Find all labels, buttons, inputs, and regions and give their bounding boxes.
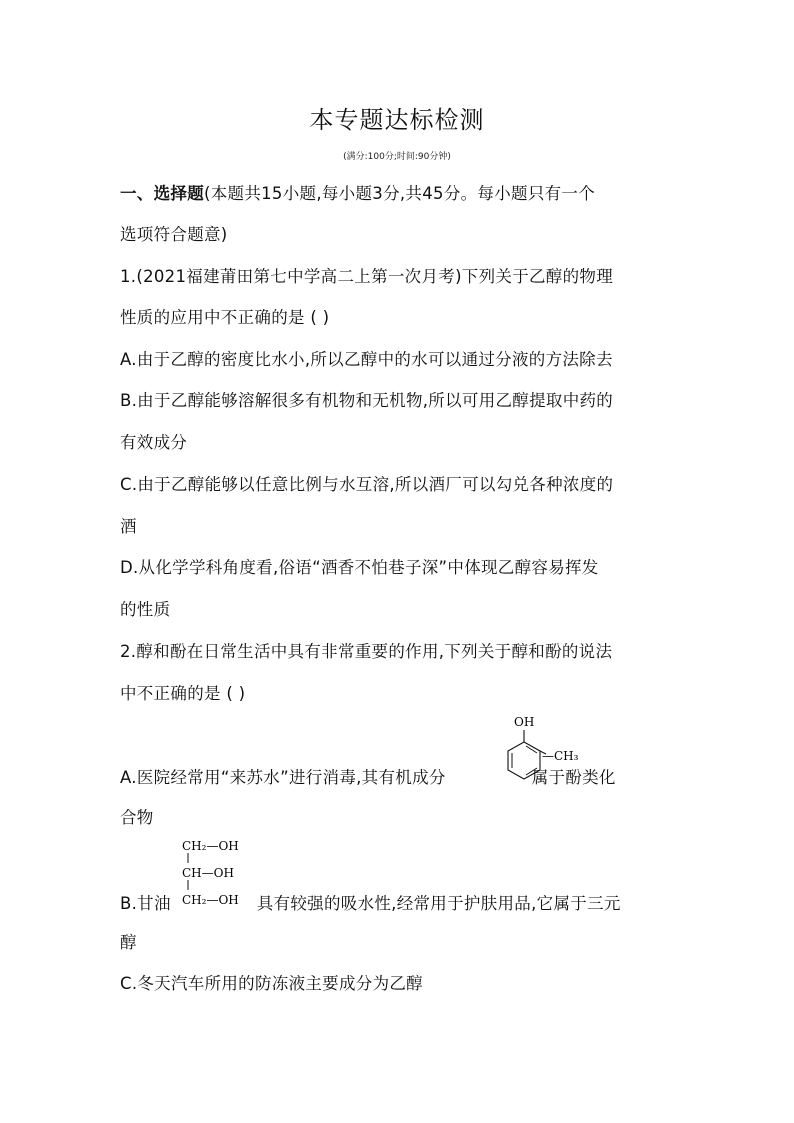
cresol-ch3-label: —CH₃ [542,749,578,763]
q1-option-d-line2: 的性质 [120,600,171,619]
q2-option-b-after: 具有较强的吸水性,经常用于护肤用品,它属于三元 [256,894,621,913]
page-title: 本专题达标检测 [309,106,485,134]
q1-option-c-line2: 酒 [120,517,137,536]
q1-option-a: A.由于乙醇的密度比水小,所以乙醇中的水可以通过分液的方法除去 [120,350,613,369]
q1-option-b-line1: B.由于乙醇能够溶解很多有机物和无机物,所以可用乙醇提取中药的 [120,391,614,410]
q2-stem-line1: 2.醇和酚在日常生活中具有非常重要的作用,下列关于醇和酚的说法 [120,642,613,661]
section-label: 一、选择题 [120,184,204,203]
glycerol-row2: CH—OH [182,866,234,880]
cresol-oh-label: OH [514,715,535,729]
q2-option-b-before: B.甘油 [120,894,171,913]
q2-option-a-before: A.医院经常用“来苏水”进行消毒,其有机成分 [120,768,446,787]
q2-option-b-line1 [120,890,621,914]
q2-option-c: C.冬天汽车所用的防冻液主要成分为乙醇 [120,974,423,993]
q2-option-a-line1 [120,764,616,788]
q1-stem-line2: 性质的应用中不正确的是 ( ) [120,308,330,327]
q2-stem-line2: 中不正确的是 ( ) [120,684,246,703]
glycerol-row1: CH₂—OH [182,839,239,853]
q2-option-b-line2: 醇 [120,933,137,952]
section-intro-line2: 选项符合题意) [120,225,228,244]
glycerol-row3: CH₂—OH [182,893,239,907]
section-intro: (本题共15小题,每小题3分,共45分。每小题只有一个 [204,184,596,203]
q1-option-c-line1: C.由于乙醇能够以任意比例与水互溶,所以酒厂可以勾兑各种浓度的 [120,475,614,494]
q1-stem-line1: 1.(2021福建莆田第七中学高二上第一次月考)下列关于乙醇的物理 [120,267,614,286]
q2-option-a-line2: 合物 [120,808,154,827]
q2-option-a-after: 属于酚类化 [531,768,616,787]
q1-option-d-line1: D.从化学学科角度看,俗语“酒香不怕巷子深”中体现乙醇容易挥发 [120,558,599,577]
page-subtitle: (满分:100分;时间:90分钟) [343,152,451,162]
q1-option-b-line2: 有效成分 [120,433,188,452]
section-heading [120,180,595,204]
